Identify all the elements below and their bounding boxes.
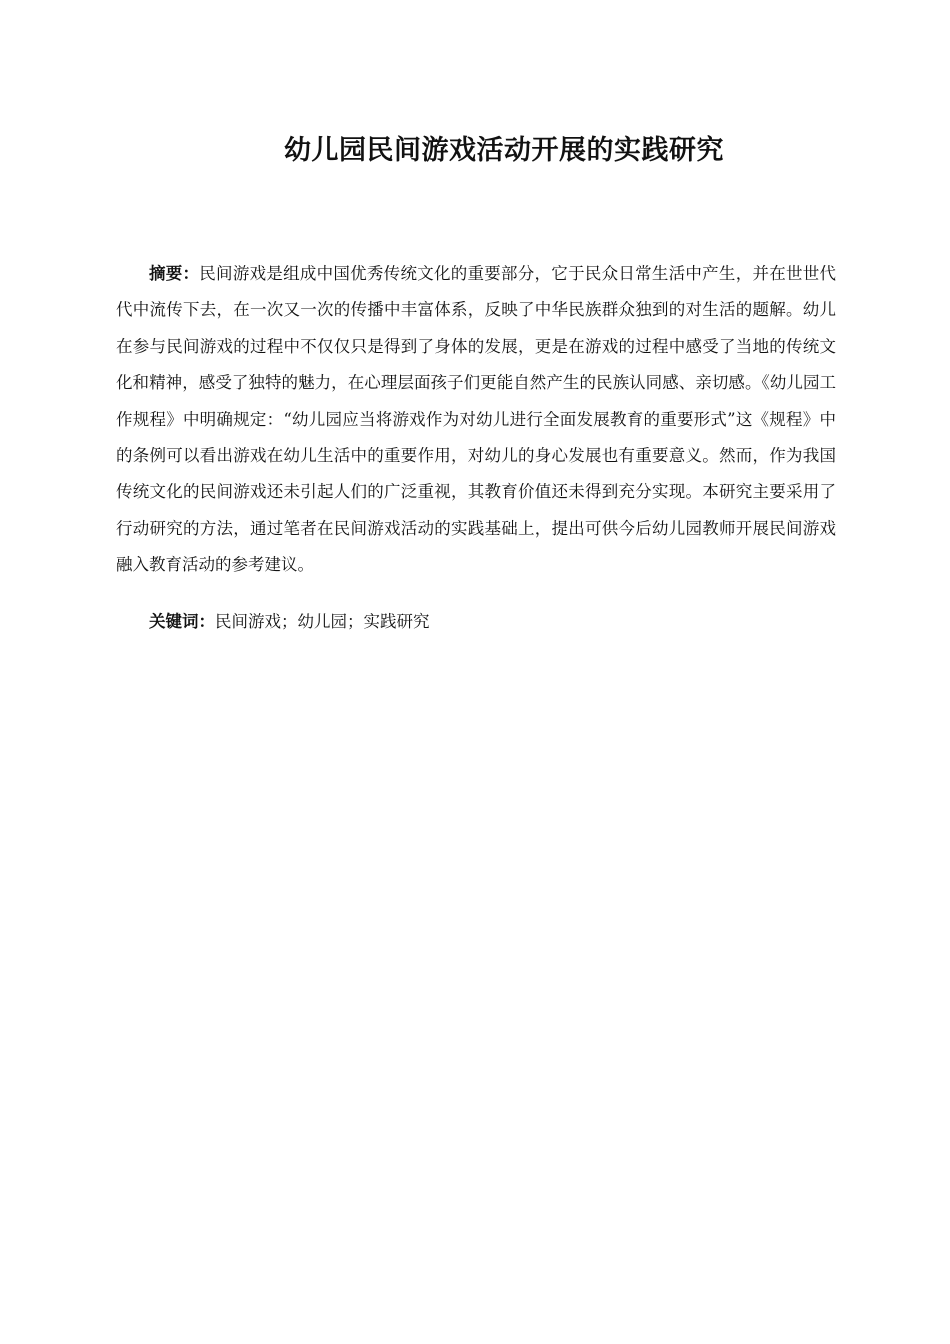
abstract-text: 民间游戏是组成中国优秀传统文化的重要部分，它于民众日常生活中产生，并在世世代代中流传下去，在一次又一次的传播中丰富体系，反映了中华民族群众独到的对生活的题解。幼儿在参与民间游戏的过程中不仅仅只是得到了身体的发展，更是在游戏的过程中感受了当地的传统文化和精神，感受了独特的魅力，在心理层面孩子们更能自然产生的民族认同感、亲切感。《幼儿园工作规程》中明确规定：“幼儿园应当将游戏作为对幼儿进行全面发展教育的重要形式”这《规程》中的条例可以看出游戏在幼儿生活中的重要作用，对幼儿的身心发展也有重要意义。然而，作为我国传统文化的民间游戏还未引起人们的广泛重视，其教育价值还未得到充分实现。本研究主要采用了行动研究的方法，通过笔者在民间游戏活动的实践基础上，提出可供今后幼儿园教师开展民间游戏融入教育活动的参考建议。 <box>116 264 837 575</box>
document-title: 幼儿园民间游戏活动开展的实践研究 <box>284 135 724 166</box>
abstract-label: 摘要： <box>149 264 200 283</box>
abstract-paragraph <box>116 256 836 584</box>
keywords-label: 关键词： <box>149 612 215 631</box>
keywords-text: 民间游戏；幼儿园；实践研究 <box>215 612 430 631</box>
keywords-paragraph <box>116 604 836 640</box>
